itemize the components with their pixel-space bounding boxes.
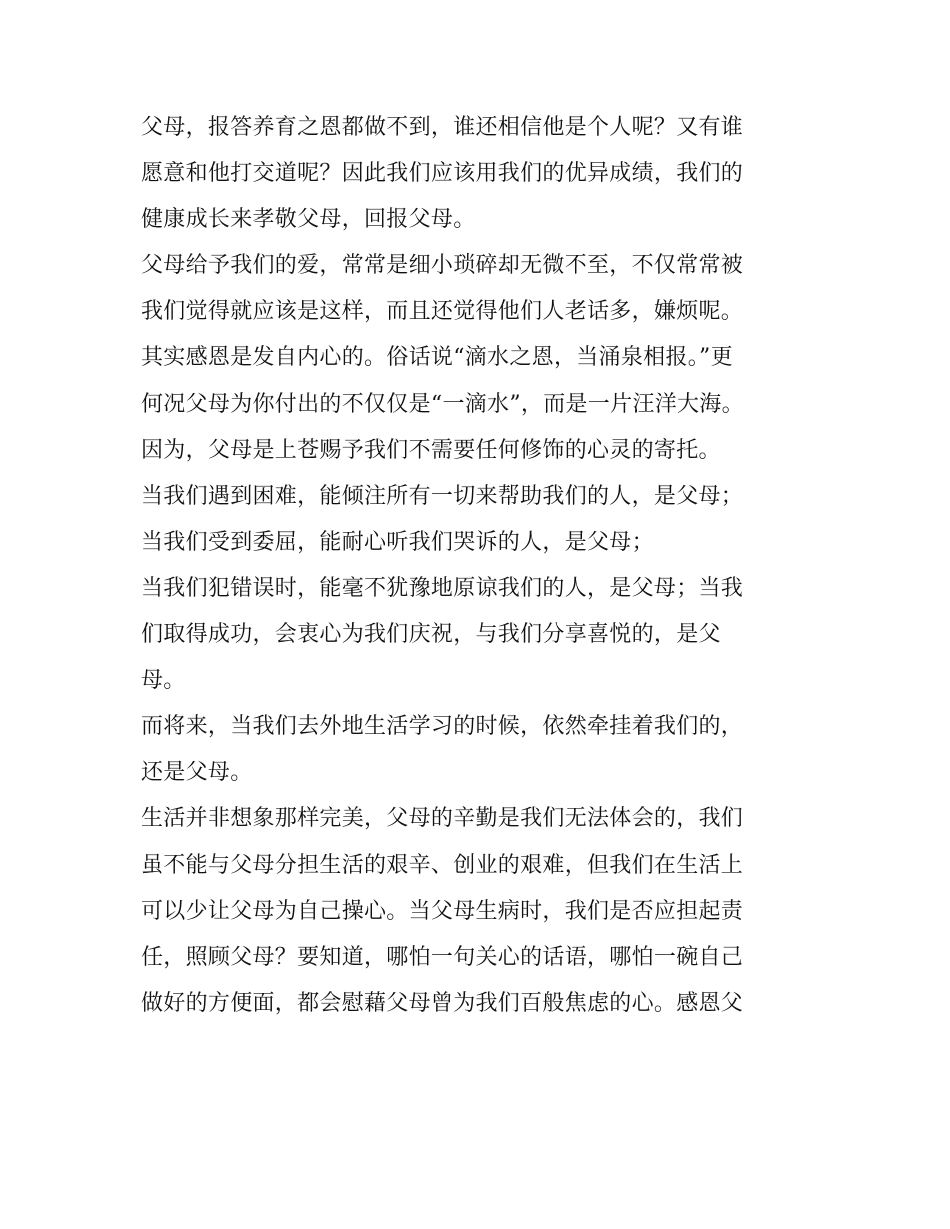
text-line: 当我们遇到困难，能倾注所有一切来帮助我们的人，是父母； (141, 483, 744, 509)
text-line: 母。 (141, 668, 186, 694)
text-line: 还是父母。 (141, 760, 253, 786)
text-line: 父母，报答养育之恩都做不到，谁还相信他是个人呢？又有谁 (141, 115, 744, 140)
text-line: 因为，父母是上苍赐予我们不需要任何修饰的心灵的寄托。 (141, 437, 721, 463)
text-line: 可以少让父母为自己操心。当父母生病时，我们是否应担起责 (141, 898, 744, 924)
text-line: 虽不能与父母分担生活的艰辛、创业的艰难，但我们在生活上 (141, 852, 744, 878)
text-line: 做好的方便面，都会慰藉父母曾为我们百般焦虑的心。感恩父 (141, 990, 744, 1016)
text-line: 我们觉得就应该是这样，而且还觉得他们人老话多，嫌烦呢。 (141, 299, 744, 325)
text-line: 健康成长来孝敬父母，回报父母。 (141, 207, 476, 233)
text-line: 当我们犯错误时，能毫不犹豫地原谅我们的人，是父母；当我 (141, 575, 744, 601)
text-line: 其实感恩是发自内心的。俗话说“滴水之恩，当涌泉相报。”更 (141, 345, 733, 371)
text-line: 生活并非想象那样完美，父母的辛勤是我们无法体会的，我们 (141, 806, 744, 832)
text-line: 愿意和他打交道呢？因此我们应该用我们的优异成绩，我们的 (141, 161, 744, 187)
text-line: 们取得成功，会衷心为我们庆祝，与我们分享喜悦的，是父 (141, 622, 721, 648)
text-line: 任，照顾父母？要知道，哪怕一句关心的话语，哪怕一碗自己 (141, 944, 744, 970)
text-line: 父母给予我们的爱，常常是细小琐碎却无微不至，不仅常常被 (141, 253, 744, 279)
text-line: 何况父母为你付出的不仅仅是“一滴水”，而是一片汪洋大海。 (141, 391, 744, 417)
text-line: 当我们受到委屈，能耐心听我们哭诉的人，是父母； (141, 529, 654, 555)
text-line: 而将来，当我们去外地生活学习的时候，依然牵挂着我们的， (141, 714, 744, 740)
body-text (141, 105, 821, 1027)
